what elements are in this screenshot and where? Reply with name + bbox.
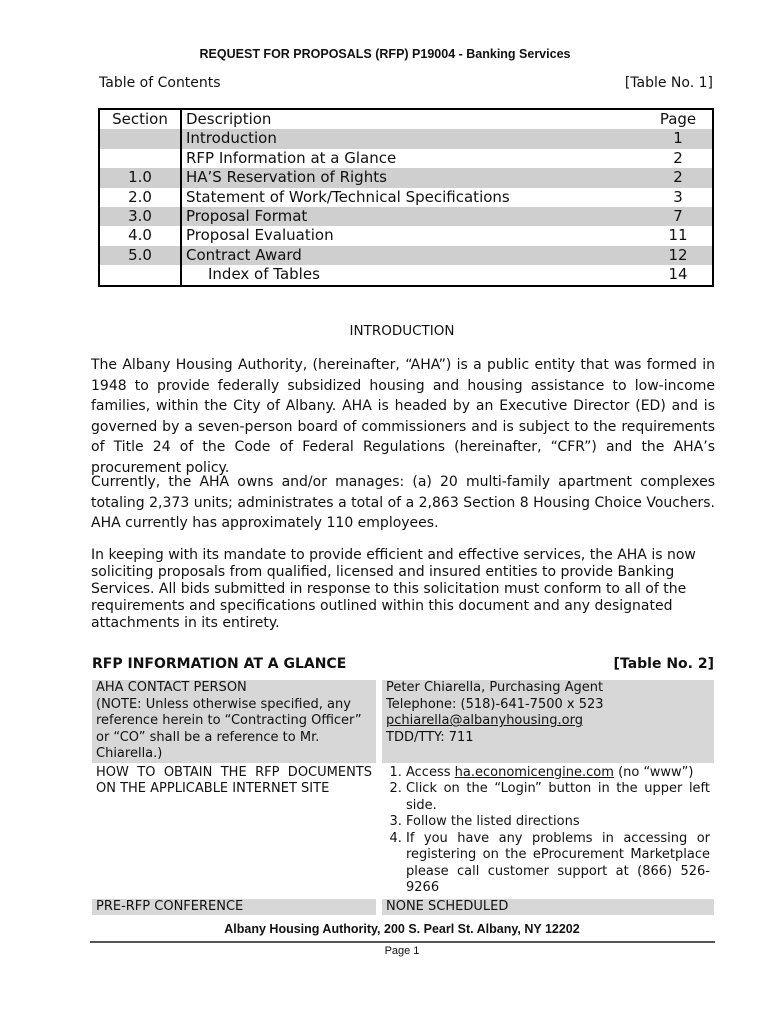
obtain-steps-cell (376, 765, 714, 897)
document-header: REQUEST FOR PROPOSALS (RFP) P19004 - Banking Services (199, 47, 571, 61)
toc-section: 1.0 (99, 168, 181, 187)
footer-divider (90, 941, 715, 943)
toc-row (99, 246, 713, 265)
step1-prefix: Access (406, 764, 455, 780)
toc-section (99, 265, 181, 285)
step1-suffix: (no “www”) (613, 764, 694, 780)
toc-page: 2 (673, 148, 683, 167)
introduction-heading: INTRODUCTION (349, 323, 455, 339)
toc-page: 1 (644, 129, 713, 148)
table-row (92, 680, 714, 763)
list-item (406, 765, 710, 782)
toc-page: 2 (644, 168, 713, 187)
toc-section: 4.0 (99, 226, 181, 245)
toc-description: Introduction (181, 129, 644, 148)
toc-heading-row (99, 75, 713, 91)
toc-page: 3 (673, 187, 683, 206)
toc-row (99, 129, 713, 148)
obtain-label: HOW TO OBTAIN THE RFP DOCUMENTS ON THE APPLICABLE INTERNET SITE (96, 764, 372, 796)
obtain-steps-list (386, 765, 710, 897)
toc-table-number: [Table No. 1] (624, 75, 713, 91)
toc-description: Proposal Format (181, 207, 644, 226)
conference-value: NONE SCHEDULED (376, 899, 714, 916)
glance-table-number: [Table No. 2] (613, 656, 714, 672)
toc-section (99, 129, 181, 148)
intro-paragraph-2: Currently, the AHA owns and/or manages: (a) 20 multi-family apartment complexes totaling 2,373 units; administrates a total of a 2,863 Section 8 Housing Choice Vouchers. AHA currently has approximately 110 employees. (91, 474, 715, 531)
list-item: 3. Follow the listed directions (406, 814, 710, 831)
toc-section (99, 149, 181, 168)
site-link[interactable]: ha.economicengine.com (454, 764, 614, 780)
toc-section: 2.0 (99, 188, 181, 207)
toc-page: 7 (644, 207, 713, 226)
toc-description: Proposal Evaluation (186, 226, 334, 245)
toc-section: 5.0 (99, 246, 181, 265)
toc-page: 12 (644, 246, 713, 265)
toc-row (99, 188, 713, 207)
toc-description: Statement of Work/Technical Specifications (186, 187, 510, 206)
toc-col-description: Description (181, 109, 644, 129)
toc-col-section: Section (99, 109, 181, 129)
contact-value-cell (376, 680, 714, 763)
list-item: 2. Click on the “Login” button in the upper left side. (406, 781, 710, 814)
page-number: Page 1 (384, 945, 420, 957)
contact-phone: Telephone: (518)-641-7500 x 523 (386, 696, 604, 712)
table-row (92, 899, 714, 916)
toc-row (99, 265, 713, 285)
contact-label: AHA CONTACT PERSON (96, 680, 247, 695)
contact-email-link[interactable]: pchiarella@albanyhousing.org (386, 713, 583, 728)
footer-address: Albany Housing Authority, 200 S. Pearl St. Albany, NY 12202 (224, 922, 580, 936)
toc-row (99, 168, 713, 187)
toc-row (99, 149, 713, 168)
toc-row (99, 207, 713, 226)
contact-label-cell (92, 680, 376, 763)
intro-paragraph-3: In keeping with its mandate to provide efficient and effective services, the AHA is now soliciting proposals from qualified, licensed and insured entities to provide Banking Services. All bids submitted in response to this solicitation must conform to all of the requirements and specifications outlined within this document and any designated attachments in its entirety. (91, 547, 696, 631)
toc-page: 11 (668, 226, 688, 245)
toc-description: RFP Information at a Glance (186, 148, 397, 167)
toc-description: Index of Tables (208, 265, 320, 284)
glance-heading-row (92, 656, 714, 672)
intro-paragraph-1: The Albany Housing Authority, (hereinafter, “AHA”) is a public entity that was formed in 1948 to provide federally subsidized housing and housing assistance to low-income families, within the City of Albany. AHA is headed by an Executive Director (ED) and is governed by a seven-person board of commissioners and is subject to the requirements of Title 24 of the Code of Federal Regulations (hereinafter, “CFR”) and the AHA’s procurement policy. (91, 357, 715, 476)
contact-tdd: TDD/TTY: 711 (386, 729, 474, 745)
conference-label: PRE-RFP CONFERENCE (92, 899, 376, 916)
toc-header-row (99, 109, 713, 129)
table-of-contents (98, 108, 714, 287)
list-item: 4. If you have any problems in accessing or registering on the eProcurement Marketplace please call customer support at (866) 526-9266 (406, 831, 710, 897)
table-row (92, 765, 714, 897)
contact-name: Peter Chiarella, Purchasing Agent (386, 680, 604, 695)
toc-page: 14 (668, 265, 688, 284)
toc-description: Contract Award (181, 246, 644, 265)
toc-description: HA’S Reservation of Rights (181, 168, 644, 187)
rfp-info-table (92, 678, 714, 917)
toc-col-page: Page (644, 109, 713, 129)
contact-note: (NOTE: Unless otherwise specified, any reference herein to “Contracting Officer” or “CO” shall be a reference to Mr. Chiarella.) (96, 696, 362, 761)
toc-label: Table of Contents (99, 75, 221, 91)
glance-title: RFP INFORMATION AT A GLANCE (92, 656, 347, 672)
toc-section: 3.0 (99, 207, 181, 226)
toc-row (99, 226, 713, 245)
